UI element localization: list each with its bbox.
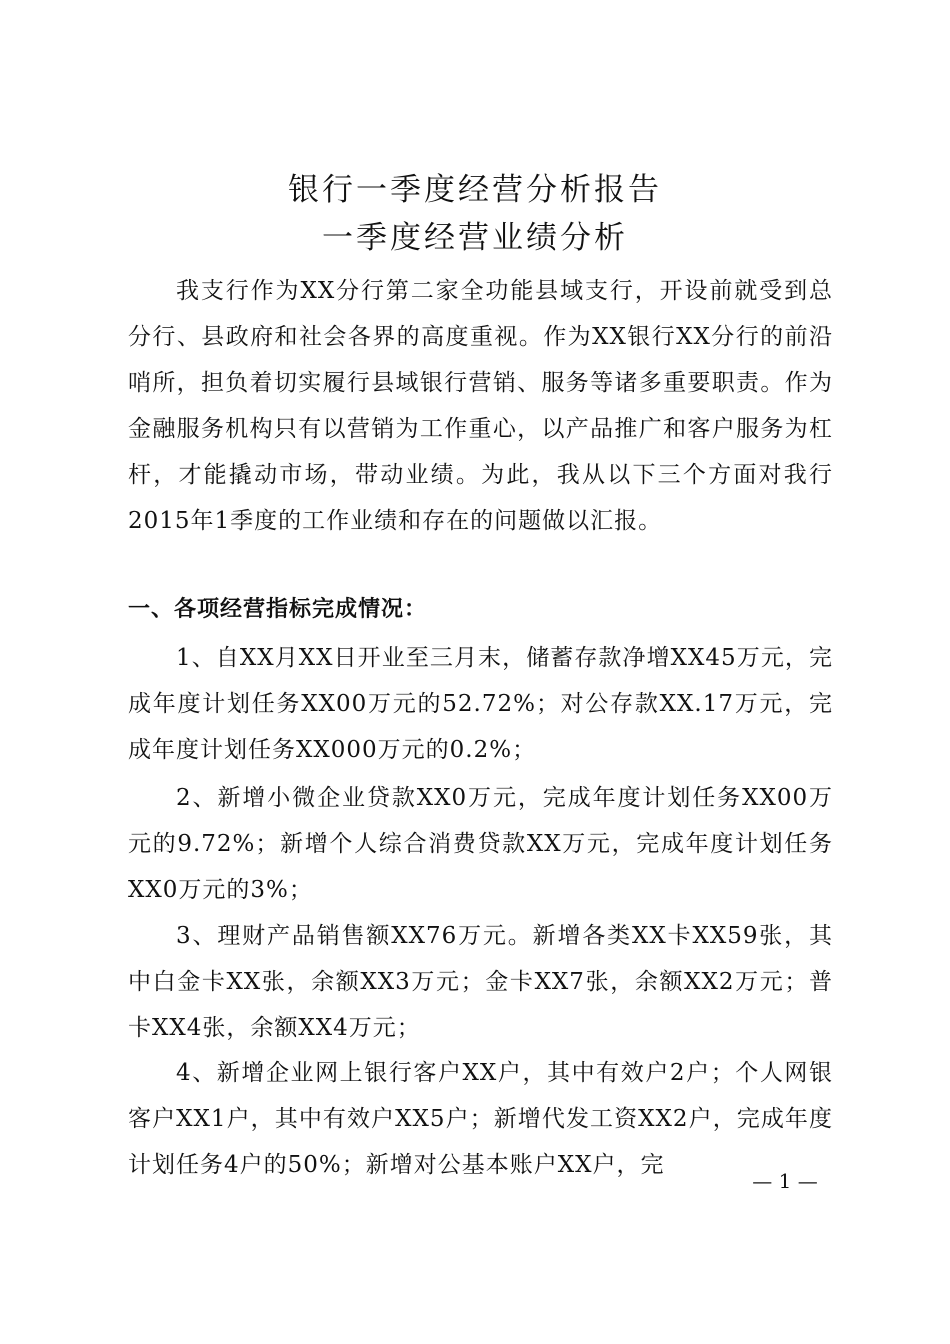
item-2-block [128, 775, 833, 913]
item-3-block [128, 913, 833, 1051]
section-1-heading-block [128, 587, 833, 633]
intro-block [128, 268, 833, 544]
list-item: 3、理财产品销售额XX76万元。新增各类XX卡XX59张，其中白金卡XX张，余额XX3万元；金卡XX7张，余额XX2万元；普卡XX4张，余额XX4万元； [128, 923, 833, 1041]
document-title: 银行一季度经营分析报告 [288, 172, 662, 208]
list-item: 4、新增企业网上银行客户XX户，其中有效户2户；个人网银客户XX1户，其中有效户XX5户；新增代发工资XX2户，完成年度计划任务4户的50%；新增对公基本账户XX户，完 [128, 1060, 833, 1178]
item-4-block [128, 1050, 833, 1188]
list-item: 2、新增小微企业贷款XX0万元，完成年度计划任务XX00万元的9.72%；新增个人综合消费贷款XX万元，完成年度计划任务XX0万元的3%； [128, 785, 833, 903]
section-1-heading: 一、各项经营指标完成情况： [128, 597, 428, 622]
list-item: 1、自XX月XX日开业至三月末，储蓄存款净增XX45万元，完成年度计划任务XX00万元的52.72%；对公存款XX.17万元，完成年度计划任务XX000万元的0.2%； [128, 645, 833, 763]
page-number: — 1 — [752, 1169, 818, 1193]
item-1-block [128, 635, 833, 773]
document-subtitle: 一季度经营业绩分析 [322, 220, 628, 256]
intro-paragraph: 我支行作为XX分行第二家全功能县域支行，开设前就受到总分行、县政府和社会各界的高度重视。作为XX银行XX分行的前沿哨所，担负着切实履行县域银行营销、服务等诸多重要职责。作为金融服务机构只有以营销为工作重心，以产品推广和客户服务为杠杆，才能撬动市场，带动业绩。为此，我从以下三个方面对我行2015年1季度的工作业绩和存在的问题做以汇报。 [128, 278, 833, 534]
